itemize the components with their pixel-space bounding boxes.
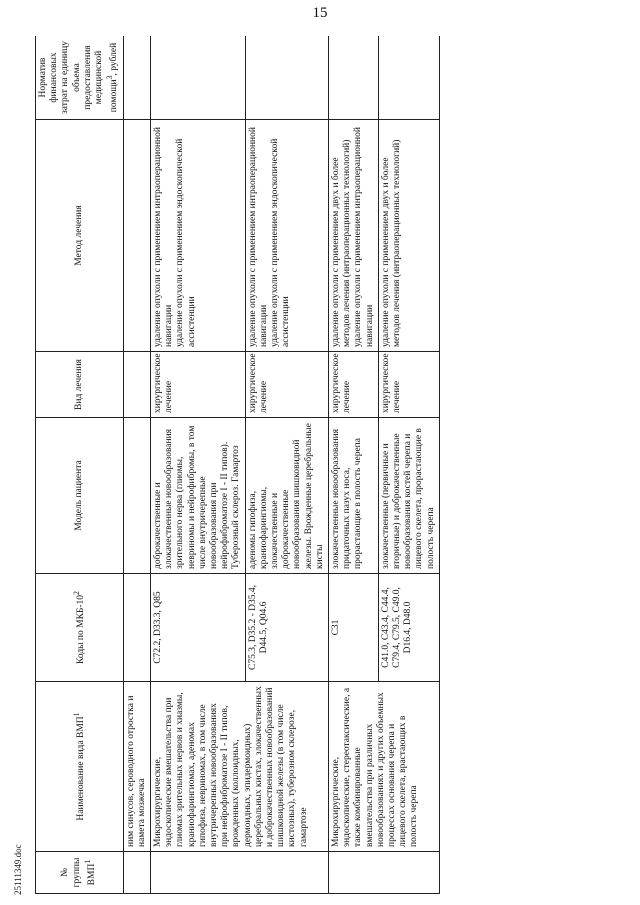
treatment-cell: хирургическое лечение (378, 352, 439, 418)
vmp-table (35, 36, 440, 894)
norm-cell (329, 36, 379, 120)
treatment-cell: хирургическое лечение (245, 352, 328, 418)
rotated-table-container (35, 36, 625, 894)
codes-cell: C72.2, D33.3, Q85 (150, 574, 245, 682)
method-cell: удаление опухоли с применением интраоперационной навигации удаление опухоли с применением эндоскопической ассистенции (150, 120, 245, 352)
table-region (35, 36, 625, 894)
header-model: Модель пациента (36, 418, 124, 574)
model-cell: злокачественные (первичные и вторичные) и доброкачественные новообразования костей черепа и лицевого скелета, прорастающие в полость черепа (378, 418, 439, 574)
header-norm: Норматив финансовых затрат на единицу объема предоставления медицинской помощи$^3$, рублей (36, 36, 124, 120)
continuation-text: ним синусов, сероводного отростка и намета мозжечка (123, 682, 150, 852)
model-cell: доброкачественные и злокачественные новообразования зрительного нерва (глиомы, невриномы и нейрофибромы, в том числе внутричерепные новообразования при нейрофиброматозе I - II типов). Туберозный склероз. Гамартоз (150, 418, 245, 574)
header-method: Метод лечения (36, 120, 124, 352)
norm-cell (150, 36, 245, 120)
norm-cell (378, 36, 439, 120)
treatment-cell: хирургическое лечение (329, 352, 379, 418)
continuation-group-cell (123, 852, 150, 894)
method-cell: удаление опухоли с применением двух и более методов лечения (интраоперационных технологий) удаление опухоли с применением интраоперационной навигации (329, 120, 379, 352)
page-number: 15 (312, 5, 328, 21)
header-treatment: Вид лечения (36, 352, 124, 418)
group-cell (329, 852, 440, 894)
treatment-cell: хирургическое лечение (150, 352, 245, 418)
codes-cell: C31 (329, 574, 379, 682)
group-cell (150, 852, 328, 894)
header-codes: Коды по МКБ-$10^2$ (36, 574, 124, 682)
table-row (150, 36, 245, 894)
table-row (329, 36, 379, 894)
codes-cell: C75.3, D35.2 - D35.4, D44.5, Q04.6 (245, 574, 328, 682)
method-cell: удаление опухоли с применением интраоперационной навигации удаление опухоли с применением эндоскопической ассистенции (245, 120, 328, 352)
table-header-row (36, 36, 124, 894)
document-id: 25111349.doc (13, 844, 23, 895)
header-group: № группы ВМП$^1$ (36, 852, 124, 894)
vmp-name-cell: Микрохирургические, эндоскопические вмешательства при глиомах зрительных нервов и хиазмы, краниофарингиомах, аденомах гипофиза, невриномах, в том числе внутричерепных новообразованиях при нейрофиброматозе I - II типов, врожденных (коллоидных, дермоидных, эпидермоидных) церебральных кистах, злокачественных и доброкачественных новообразований шишковидной железы (в том числе кистозных), туберозном склерозе, гамартозе (150, 682, 328, 852)
table-body (123, 36, 439, 894)
codes-cell: C41.0, C43.4, C44.4, C79.4, C79.5, C49.0, D16.4, D48.0 (378, 574, 439, 682)
model-cell: злокачественные новообразования придаточных пазух носа, прорастающие в полость черепа (329, 418, 379, 574)
header-name: Наименование вида ВМП$^1$ (36, 682, 124, 852)
norm-cell (245, 36, 328, 120)
method-cell: удаление опухоли с применением двух и более методов лечения (интраоперационных технологий) (378, 120, 439, 352)
continuation-row (123, 36, 150, 894)
vmp-name-cell: Микрохирургические, эндоскопические, стереотаксические, а также комбинированные вмешательства при различных новообразованиях и других объемных процессах основания черепа и лицевого скелета, врастающих в полость черепа (329, 682, 440, 852)
model-cell: аденомы гипофиза, краниофарингиомы, злокачественные и доброкачественные новообразования шишковидной железы. Врожденные церебральные кисты (245, 418, 328, 574)
